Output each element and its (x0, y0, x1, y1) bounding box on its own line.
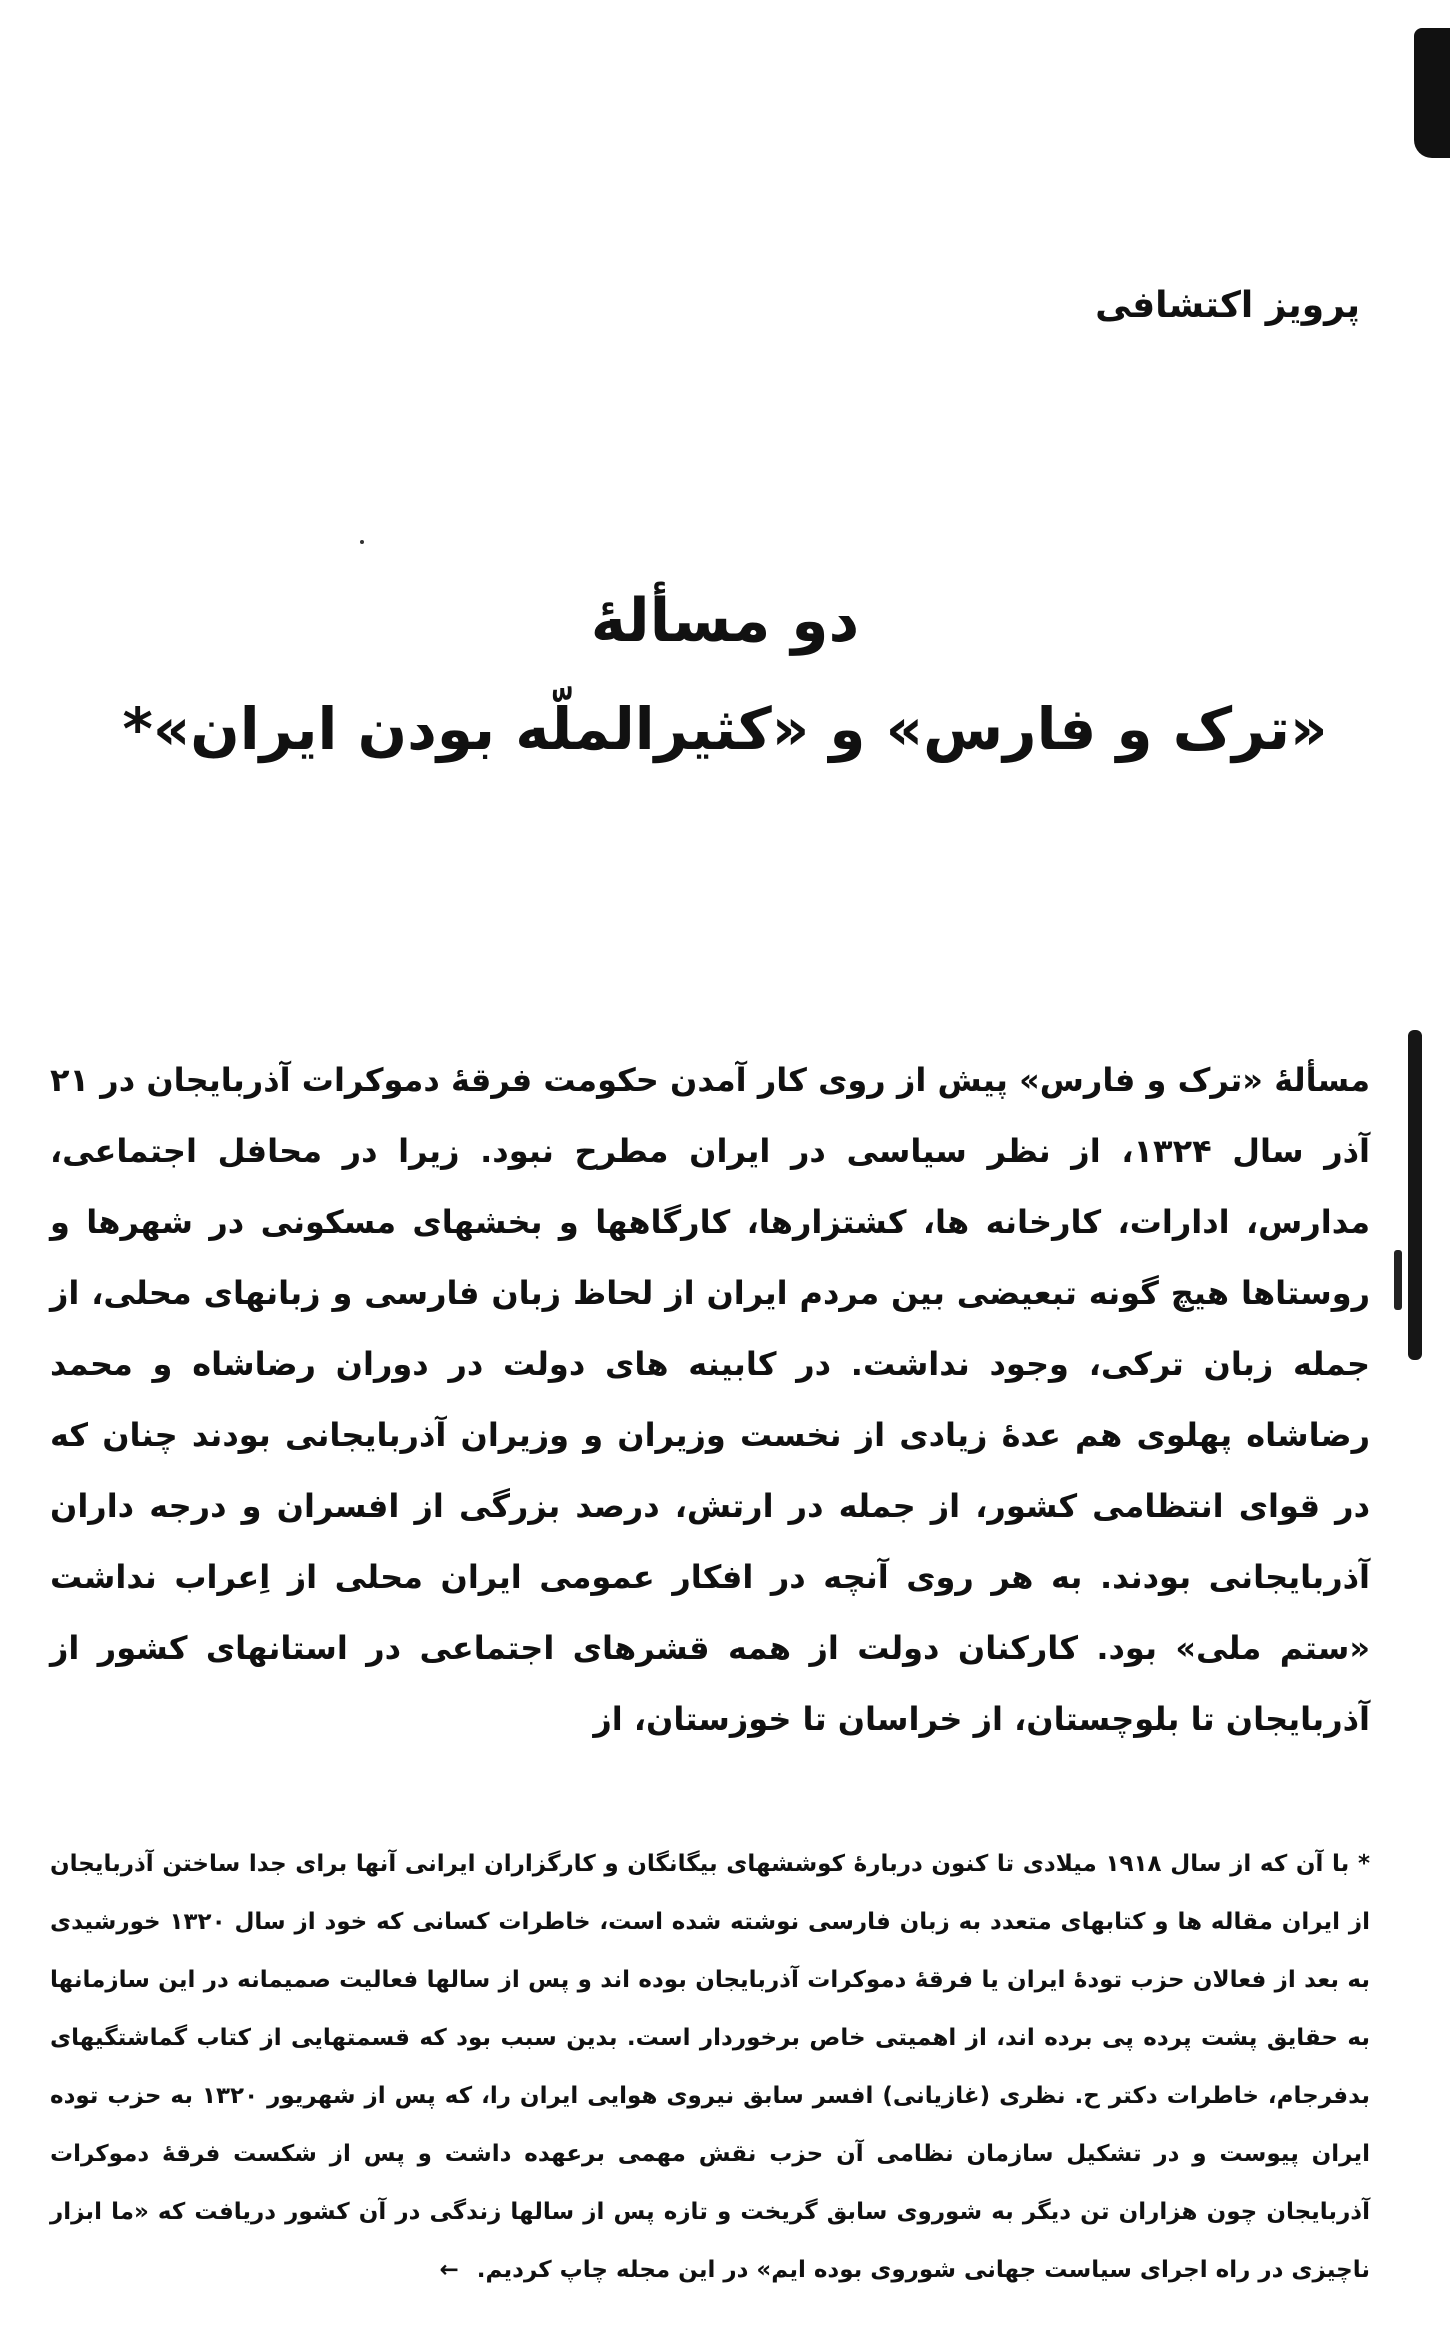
title-line-2: «ترک و فارس» و «کثیرالملّه بودن ایران»* (122, 695, 1328, 763)
continuation-arrow-icon: ← (439, 2257, 459, 2283)
body-paragraph: مسألهٔ «ترک و فارس» پیش از روی کار آمدن حکومت فرقهٔ دموکرات آذربایجان در ۲۱ آذر سال ۱۳۲۴، از نظر سیاسی در ایران مطرح نبود. زیرا در محافل اجتماعی، مدارس، ادارات، کارخانه ها، کشتزارها، کارگاهها و بخشهای مسکونی در شهرها و روستاها هیچ گونه تبعیضی بین مردم ایران از لحاظ زبان فارسی و زبانهای محلی، از جمله زبان ترکی، وجود نداشت. در کابینه های دولت در دوران رضاشاه و محمد رضاشاه پهلوی هم عدهٔ زیادی از نخست وزیران و وزیران آذربایجانی بودند چنان که در قوای انتظامی کشور، از جمله در ارتش، درصد بزرگی از افسران و درجه داران آذربایجانی بودند. به هر روی آنچه در افکار عمومی ایران محلی از اِعراب نداشت «ستم ملی» بود. کارکنان دولت از همه قشرهای اجتماعی در استانهای کشور از آذربایجان تا بلوچستان، از خراسان تا خوزستان، از (50, 1061, 1371, 1738)
author-name: پرویز اکتشافی (1095, 285, 1360, 326)
scan-edge-mark (1394, 1250, 1402, 1310)
article-title (0, 585, 1450, 765)
scan-edge-mark (1408, 1030, 1422, 1360)
scan-speck (360, 540, 364, 544)
footnote-text: * با آن که از سال ۱۹۱۸ میلادی تا کنون دربارهٔ کوششهای بیگانگان و کارگزاران ایرانی آنها برای جدا ساختن آذربایجان از ایران مقاله ها و کتابهای متعدد به زبان فارسی نوشته شده است، خاطرات کسانی که خود از سال ۱۳۲۰ خورشیدی به بعد از فعالان حزب تودهٔ ایران یا فرقهٔ دموکرات آذربایجان بوده اند و پس از سالها فعالیت صمیمانه در این سازمانها به حقایق پشت پرده پی برده اند، از اهمیتی خاص برخوردار است. بدین سبب بود که قسمتهایی از کتاب گماشتگیهای بدفرجام، خاطرات دکتر ح. نظری (غازیانی) افسر سابق نیروی هوایی ایران را، که پس از شهریور ۱۳۲۰ به حزب توده ایران پیوست و در تشکیل سازمان نظامی آن حزب نقش مهمی برعهده داشت و پس از شکست فرقهٔ دموکرات آذربایجان چون هزاران تن دیگر به شوروی سابق گریخت و تازه پس از سالها زندگی در آن کشور دریافت که «ما ابزار ناچیزی در راه اجرای سیاست جهانی شوروی بوده ایم» در این مجله چاپ کردیم. (50, 1851, 1370, 2283)
title-line-1: دو مسألهٔ (590, 586, 860, 656)
scan-edge-mark (1414, 28, 1450, 158)
footnote (50, 1835, 1370, 2299)
